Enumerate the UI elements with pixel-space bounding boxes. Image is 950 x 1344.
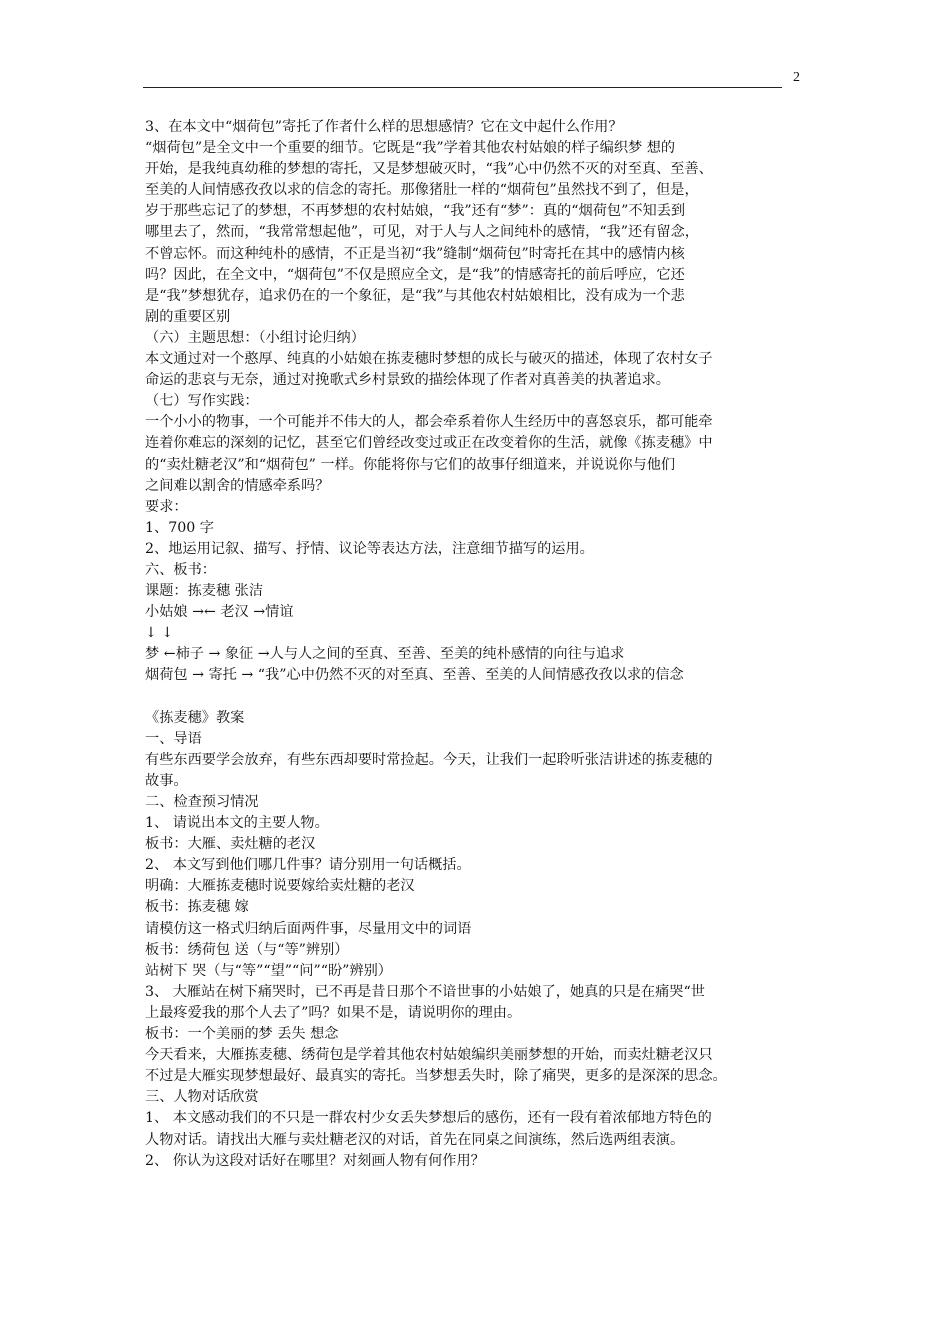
text-line: 1、700 字 <box>145 519 214 536</box>
text-line: “烟荷包”是全文中一个重要的细节。它既是“我”学着其他农村姑娘的样子编织梦 想的 <box>145 140 676 157</box>
text-line: 要求： <box>145 498 188 515</box>
text-line: 3、 大雁站在树下痛哭时，已不再是昔日那个不谙世事的小姑娘了，她真的只是在痛哭“世 <box>145 983 705 1000</box>
text-line: 板书：一个美丽的梦 丢失 想念 <box>145 1026 339 1043</box>
header-rule <box>143 87 782 88</box>
text-line: 上最疼爱我的那个人去了”吗？如果不是，请说明你的理由。 <box>145 1004 522 1021</box>
text-line: 本文通过对一个憨厚、纯真的小姑娘在拣麦穗时梦想的成长与破灭的描述，体现了农村女子 <box>145 351 713 368</box>
text-line: 命运的悲哀与无奈，通过对挽歌式乡村景致的描绘体现了作者对真善美的执著追求。 <box>145 372 670 389</box>
text-line: 1、 本文感动我们的不只是一群农村少女丢失梦想后的感伤，还有一段有着浓郁地方特色的 <box>145 1110 712 1127</box>
text-line: 2、 你认为这段对话好在哪里？对刻画人物有何作用？ <box>145 1152 485 1169</box>
text-line: 哪里去了，然而，“我常常想起他”，可见，对于人与人之间纯朴的感情，“我”还有留念， <box>145 224 699 241</box>
text-line: 梦 ←柿子 → 象征 →人与人之间的至真、至善、至美的纯朴感情的向往与追求 <box>145 646 625 663</box>
text-line: 二、检查预习情况 <box>145 794 259 810</box>
page-number: 2 <box>793 70 800 85</box>
text-line: 不过是大雁实现梦想最好、最真实的寄托。当梦想丢失时，除了痛哭，更多的是深深的思念。 <box>145 1068 727 1085</box>
text-line: 有些东西要学会放弃，有些东西却要时常捡起。今天，让我们一起聆听张洁讲述的拣麦穗的 <box>145 751 713 768</box>
text-line: 烟荷包 → 寄托 → “我”心中仍然不灭的对至真、至善、至美的人间情感孜孜以求的信念 <box>145 667 684 684</box>
text-line: 吗？因此，在全文中，“烟荷包”不仅是照应全文，是“我”的情感寄托的前后呼应，它还 <box>145 266 685 283</box>
text-line: 站树下 哭（与“等”“望”“问”“盼”辨别） <box>145 962 392 979</box>
text-line: 的“卖灶糖老汉”和“烟荷包” 一样。你能将你与它们的故事仔细道来，并说说你与他们 <box>145 456 676 473</box>
text-line: （六）主题思想：（小组讨论归纳） <box>145 329 365 346</box>
text-line: 《拣麦穗》教案 <box>145 709 245 726</box>
text-line <box>145 687 810 708</box>
text-line: 之间难以割舍的情感牵系吗？ <box>145 477 330 494</box>
text-line: 板书：绣荷包 送（与“等”辨别） <box>145 941 349 958</box>
text-line: 故事。 <box>145 772 188 789</box>
text-line: 不曾忘怀。而这种纯朴的感情，不正是当初“我”缝制“烟荷包”时寄托在其中的感情内核 <box>145 245 685 262</box>
text-line: 3、在本文中“烟荷包”寄托了作者什么样的思想感情？它在文中起什么作用？ <box>145 119 623 135</box>
text-line: 2、地运用记叙、描写、抒情、议论等表达方法，注意细节描写的运用。 <box>145 540 594 557</box>
text-line: 小姑娘 →← 老汉 →情谊 <box>145 604 294 621</box>
text-line: 一、导语 <box>145 730 202 747</box>
text-line: 连着你难忘的深刻的记忆，甚至它们曾经改变过或正在改变着你的生活，就像《拣麦穗》中 <box>145 435 713 452</box>
text-line: 板书：大雁、卖灶糖的老汉 <box>145 836 316 853</box>
text-line: 课题：拣麦穗 张洁 <box>145 583 264 600</box>
document-body <box>145 117 810 1172</box>
text-line: 请模仿这一格式归纳后面两件事，尽量用文中的词语 <box>145 920 472 937</box>
text-line: 板书：拣麦穗 嫁 <box>145 899 249 916</box>
text-line: 今天看来，大雁拣麦穗、绣荷包是学着其他农村姑娘编织美丽梦想的开始，而卖灶糖老汉只 <box>145 1047 713 1064</box>
text-line: 一个小小的物事，一个可能并不伟大的人，都会牵系着你人生经历中的喜怒哀乐，都可能牵 <box>145 414 713 431</box>
text-line: 岁于那些忘记了的梦想，不再梦想的农村姑娘，“我”还有“梦”：真的“烟荷包”不知丢到 <box>145 203 686 220</box>
text-line: 人物对话。请找出大雁与卖灶糖老汉的对话，首先在同桌之间演练，然后选两组表演。 <box>145 1131 685 1148</box>
text-line: 明确：大雁拣麦穗时说要嫁给卖灶糖的老汉 <box>145 878 415 895</box>
text-line: 六、板书： <box>145 561 216 578</box>
text-line: 三、人物对话欣赏 <box>145 1089 259 1106</box>
text-line: 至美的人间情感孜孜以求的信念的寄托。那像猪肚一样的“烟荷包”虽然找不到了，但是， <box>145 182 699 199</box>
text-line: （七）写作实践： <box>145 393 259 410</box>
text-line: ↓ ↓ <box>145 625 174 642</box>
text-line: 2、 本文写到他们哪几件事？请分别用一句话概括。 <box>145 857 471 874</box>
text-line: 是“我”梦想犹存，追求仍在的一个象征，是“我”与其他农村姑娘相比，没有成为一个悲 <box>145 287 685 304</box>
text-line: 剧的重要区别 <box>145 308 231 325</box>
text-line: 1、 请说出本文的主要人物。 <box>145 815 329 832</box>
text-line: 开始，是我纯真幼稚的梦想的寄托，又是梦想破灭时，“我”心中仍然不灭的对至真、至善、 <box>145 161 713 178</box>
